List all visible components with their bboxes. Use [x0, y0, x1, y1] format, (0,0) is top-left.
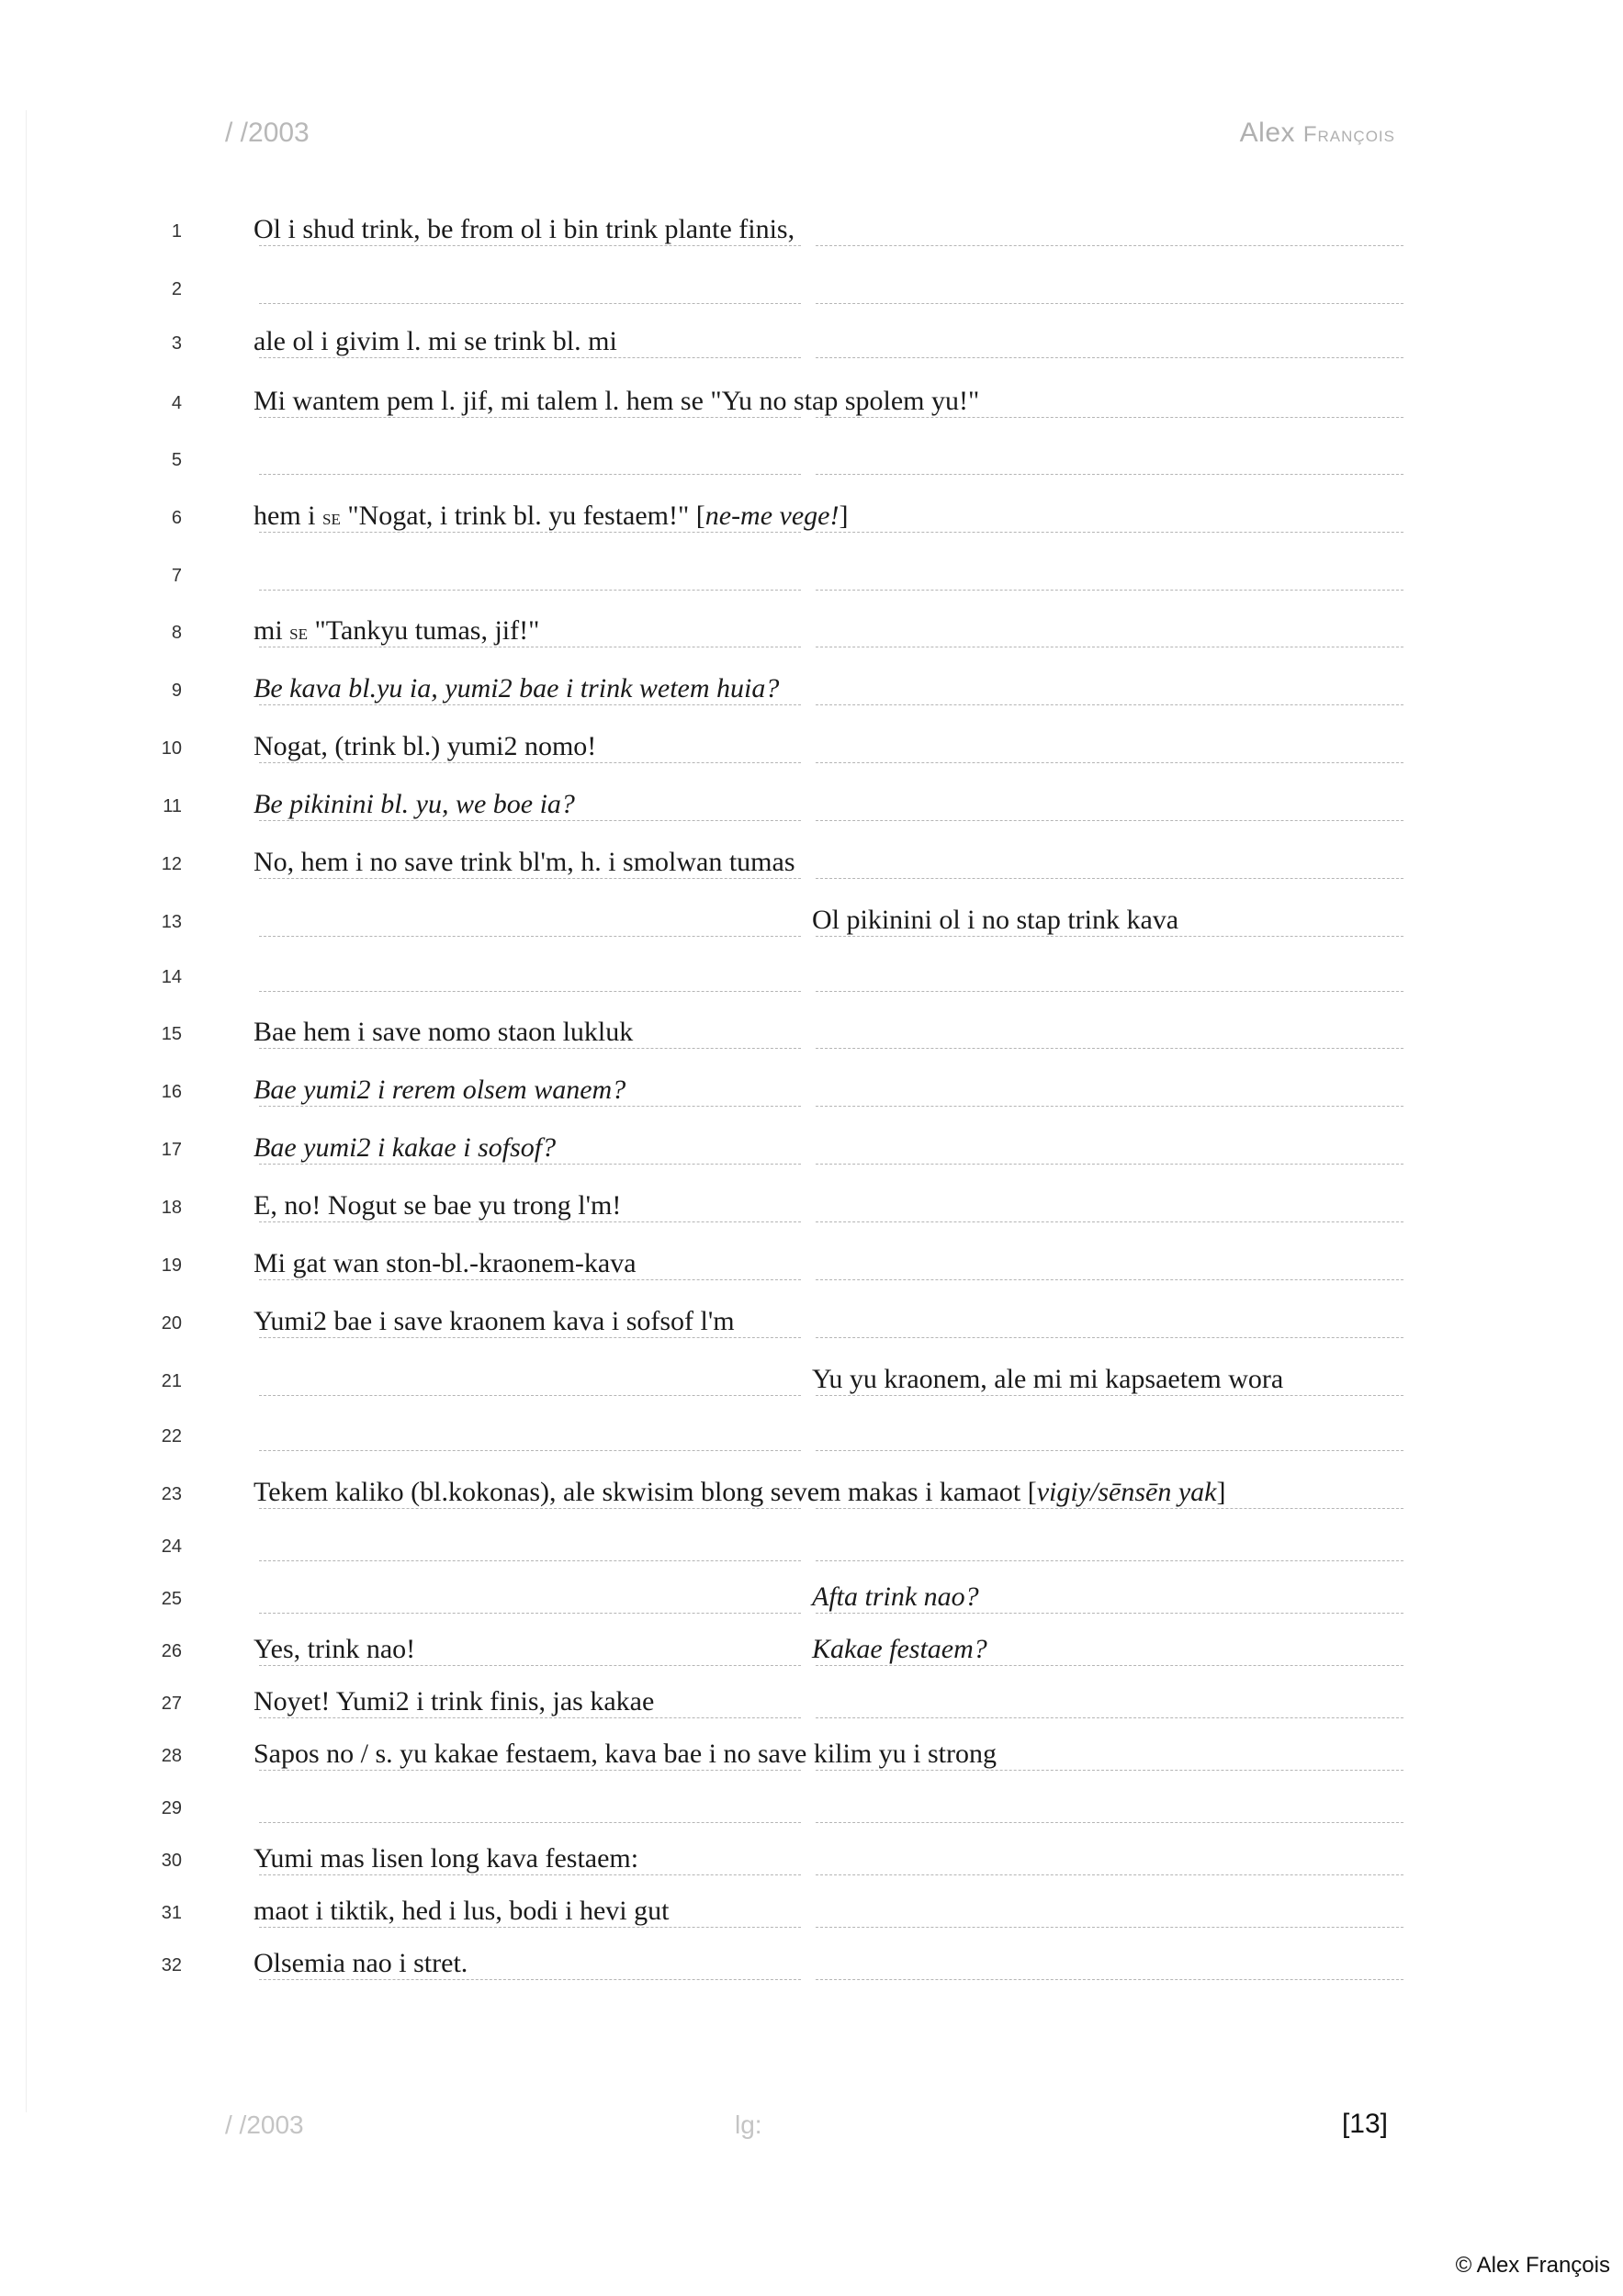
transcription-line — [0, 1881, 1623, 1934]
text-segment: vigiy/sēnsēn yak — [1036, 1477, 1217, 1507]
line-text-right — [812, 1634, 995, 1665]
blank-rule-right — [816, 1450, 1403, 1451]
header-date: / /2003 — [225, 118, 310, 148]
blank-rule-right — [816, 590, 1403, 591]
line-text-left — [254, 673, 786, 704]
transcription-line — [0, 716, 1623, 770]
blank-rule-right — [816, 1874, 1403, 1875]
blank-rule-left — [259, 532, 801, 533]
text-segment: Yu yu kraonem, ale mi mi kapsaetem wora — [812, 1364, 1284, 1394]
line-number: 30 — [161, 1851, 182, 1871]
blank-rule-right — [816, 1395, 1403, 1396]
footer-date: / /2003 — [225, 2110, 304, 2139]
blank-rule-left — [259, 704, 801, 705]
line-text-left — [254, 1843, 646, 1874]
blank-rule-right — [816, 1048, 1403, 1049]
blank-rule-right — [816, 1106, 1403, 1107]
blank-rule-left — [259, 1665, 801, 1666]
line-text-left — [254, 1190, 628, 1221]
line-number: 11 — [163, 796, 182, 816]
transcription-line — [0, 1619, 1623, 1672]
transcription-line — [0, 890, 1623, 943]
transcription-line — [0, 428, 1623, 481]
text-segment: maot i tiktik, hed i lus, bodi i hevi gut — [254, 1896, 670, 1926]
transcription-line — [0, 1933, 1623, 1986]
text-segment: Noyet! Yumi2 i trink finis, jas kakae — [254, 1686, 655, 1716]
text-segment: Olsemia nao i stret. — [254, 1948, 468, 1978]
text-segment: Kakae festaem? — [812, 1634, 987, 1664]
line-number: 18 — [161, 1198, 182, 1218]
blank-rule-right — [816, 1979, 1403, 1980]
transcription-line — [0, 1514, 1623, 1568]
text-segment: "Tankyu tumas, jif!" — [308, 615, 540, 646]
line-text-left — [254, 731, 603, 762]
line-number: 24 — [161, 1536, 182, 1557]
line-text-left — [254, 1306, 742, 1337]
blank-rule-right — [816, 1508, 1403, 1509]
text-segment: Yes, trink nao! — [254, 1634, 416, 1664]
transcription-line — [0, 945, 1623, 998]
text-segment: Bae yumi2 i rerem olsem wanem? — [254, 1075, 626, 1105]
blank-rule-left — [259, 820, 801, 821]
transcription-line — [0, 1404, 1623, 1458]
blank-rule-right — [816, 820, 1403, 821]
text-segment: E, no! Nogut se bae yu trong l'm! — [254, 1190, 622, 1221]
blank-rule-left — [259, 1395, 801, 1396]
blank-rule-right — [816, 245, 1403, 246]
transcription-line — [0, 1724, 1623, 1777]
line-number: 4 — [171, 393, 182, 413]
transcription-line — [0, 1567, 1623, 1620]
blank-rule-left — [259, 1279, 801, 1280]
line-text-left — [254, 1248, 644, 1279]
line-number: 14 — [161, 967, 182, 987]
text-segment: Sapos no / s. yu kakae festaem, kava bae i no save kilim yu i strong — [254, 1739, 997, 1769]
blank-rule-left — [259, 417, 801, 418]
copyright-notice: © Alex François — [1455, 2253, 1610, 2278]
blank-rule-right — [816, 303, 1403, 304]
blank-rule-left — [259, 1717, 801, 1718]
blank-rule-left — [259, 1337, 801, 1338]
text-segment: Bae hem i save nomo staon lukluk — [254, 1017, 634, 1047]
text-segment: Ol i shud trink, be from ol i bin trink plante finis, — [254, 214, 795, 244]
line-number: 9 — [171, 681, 182, 701]
transcription-line — [0, 199, 1623, 253]
blank-rule-left — [259, 1874, 801, 1875]
line-text-left — [254, 326, 625, 357]
line-text-left — [254, 1477, 1233, 1508]
text-segment: Tekem kaliko (bl.kokonas), ale skwisim blong sevem makas i kamaot [ — [254, 1477, 1037, 1507]
transcription-line — [0, 658, 1623, 712]
text-segment: Yumi2 bae i save kraonem kava i sofsof l'm — [254, 1306, 735, 1336]
blank-rule-left — [259, 1770, 801, 1771]
line-number: 27 — [161, 1694, 182, 1714]
blank-rule-right — [816, 762, 1403, 763]
blank-rule-left — [259, 1927, 801, 1928]
text-segment: mi — [254, 615, 290, 646]
transcription-line — [0, 1233, 1623, 1287]
line-text-left — [254, 615, 547, 647]
text-segment: ne-me vege! — [704, 501, 840, 531]
transcription-line — [0, 486, 1623, 539]
line-number: 32 — [161, 1955, 182, 1975]
transcription-line — [0, 1060, 1623, 1113]
transcription-line — [0, 1776, 1623, 1829]
blank-rule-right — [816, 878, 1403, 879]
blank-rule-left — [259, 245, 801, 246]
text-segment: Mi gat wan ston-bl.-kraonem-kava — [254, 1248, 637, 1278]
transcription-line — [0, 1462, 1623, 1515]
text-segment: ] — [839, 501, 849, 531]
line-number: 19 — [161, 1255, 182, 1276]
blank-rule-left — [259, 1613, 801, 1614]
blank-rule-right — [816, 1279, 1403, 1280]
text-segment: se — [322, 506, 341, 530]
line-text-left — [254, 501, 855, 532]
line-number: 20 — [161, 1313, 182, 1334]
line-number: 17 — [161, 1140, 182, 1160]
line-number: 5 — [171, 450, 182, 470]
line-number: 23 — [161, 1484, 182, 1504]
blank-rule-left — [259, 1560, 801, 1561]
line-number: 15 — [161, 1024, 182, 1044]
text-segment: Ol pikinini ol i no stap trink kava — [812, 905, 1179, 935]
line-text-left — [254, 1896, 676, 1927]
transcription-line — [0, 1349, 1623, 1402]
line-number: 28 — [161, 1746, 182, 1766]
text-segment: Bae yumi2 i kakae i sofsof? — [254, 1132, 557, 1163]
line-number: 31 — [161, 1903, 182, 1923]
text-segment: se — [289, 621, 309, 645]
line-text-left — [254, 1075, 633, 1106]
line-number: 22 — [161, 1426, 182, 1446]
blank-rule-right — [816, 1927, 1403, 1928]
blank-rule-right — [816, 936, 1403, 937]
line-number: 7 — [171, 566, 182, 586]
transcription-line — [0, 1829, 1623, 1882]
blank-rule-right — [816, 1822, 1403, 1823]
line-text-left — [254, 1132, 563, 1164]
text-segment: Nogat, (trink bl.) yumi2 nomo! — [254, 731, 597, 761]
blank-rule-right — [816, 1221, 1403, 1222]
blank-rule-left — [259, 357, 801, 358]
line-number: 6 — [171, 508, 182, 528]
blank-rule-left — [259, 1221, 801, 1222]
blank-rule-left — [259, 878, 801, 879]
transcription-line — [0, 601, 1623, 654]
text-segment: Be pikinini bl. yu, we boe ia? — [254, 789, 575, 819]
blank-rule-right — [816, 704, 1403, 705]
text-segment: ale ol i givim l. mi se trink bl. mi — [254, 326, 617, 356]
blank-rule-left — [259, 1450, 801, 1451]
blank-rule-right — [816, 991, 1403, 992]
page-number: [13] — [1341, 2109, 1388, 2139]
transcription-line — [0, 1176, 1623, 1229]
author-last-name: François — [1302, 122, 1395, 147]
blank-rule-left — [259, 936, 801, 937]
text-segment: Afta trink nao? — [812, 1581, 979, 1612]
blank-rule-right — [816, 1665, 1403, 1666]
blank-rule-left — [259, 303, 801, 304]
blank-rule-right — [816, 1770, 1403, 1771]
line-number: 1 — [171, 221, 182, 242]
transcription-line — [0, 311, 1623, 365]
blank-rule-left — [259, 1822, 801, 1823]
blank-rule-right — [816, 1560, 1403, 1561]
line-number: 2 — [171, 279, 182, 299]
line-text-left — [254, 1686, 661, 1717]
line-text-left — [254, 789, 582, 820]
line-number: 21 — [161, 1371, 182, 1391]
text-segment: Yumi mas lisen long kava festaem: — [254, 1843, 639, 1874]
line-text-left — [254, 847, 803, 878]
blank-rule-right — [816, 474, 1403, 475]
blank-rule-right — [816, 1613, 1403, 1614]
blank-rule-right — [816, 1164, 1403, 1165]
line-text-left — [254, 1739, 1004, 1770]
transcription-line — [0, 1002, 1623, 1055]
transcription-line — [0, 1291, 1623, 1345]
blank-rule-right — [816, 357, 1403, 358]
transcription-line — [0, 774, 1623, 827]
line-number: 26 — [161, 1641, 182, 1661]
transcription-line — [0, 1118, 1623, 1171]
line-number: 8 — [171, 623, 182, 643]
blank-rule-right — [816, 417, 1403, 418]
blank-rule-left — [259, 1164, 801, 1165]
text-segment: "Nogat, i trink bl. yu festaem!" [ — [340, 501, 705, 531]
line-number: 12 — [161, 854, 182, 874]
line-text-right — [812, 1581, 986, 1613]
line-number: 10 — [161, 738, 182, 759]
transcription-line — [0, 371, 1623, 424]
blank-rule-right — [816, 1717, 1403, 1718]
blank-rule-left — [259, 1106, 801, 1107]
text-segment: hem i — [254, 501, 322, 531]
line-text-left — [254, 1948, 475, 1979]
text-segment: ] — [1216, 1477, 1226, 1507]
line-text-right — [812, 905, 1186, 936]
blank-rule-left — [259, 1508, 801, 1509]
blank-rule-left — [259, 474, 801, 475]
blank-rule-left — [259, 1048, 801, 1049]
line-number: 29 — [161, 1798, 182, 1818]
transcription-line — [0, 1671, 1623, 1725]
blank-rule-left — [259, 762, 801, 763]
line-text-left — [254, 1634, 423, 1665]
blank-rule-right — [816, 532, 1403, 533]
text-segment: Be kava bl.yu ia, yumi2 bae i trink wetem huia? — [254, 673, 780, 703]
text-segment: Mi wantem pem l. jif, mi talem l. hem se "Yu no stap spolem yu!" — [254, 386, 980, 416]
transcription-line — [0, 257, 1623, 310]
line-text-left — [254, 386, 986, 417]
line-text-left — [254, 1017, 640, 1048]
text-segment: No, hem i no save trink bl'm, h. i smolwan tumas — [254, 847, 795, 877]
line-text-right — [812, 1364, 1291, 1395]
author-first-name: Alex — [1239, 118, 1303, 148]
line-text-left — [254, 214, 802, 245]
transcription-line — [0, 544, 1623, 597]
blank-rule-left — [259, 590, 801, 591]
footer-language-field: lg: — [735, 2110, 762, 2139]
line-number: 3 — [171, 333, 182, 354]
blank-rule-left — [259, 991, 801, 992]
blank-rule-left — [259, 1979, 801, 1980]
line-number: 13 — [161, 912, 182, 932]
line-number: 16 — [161, 1082, 182, 1102]
blank-rule-right — [816, 1337, 1403, 1338]
transcription-line — [0, 832, 1623, 885]
line-number: 25 — [161, 1589, 182, 1609]
